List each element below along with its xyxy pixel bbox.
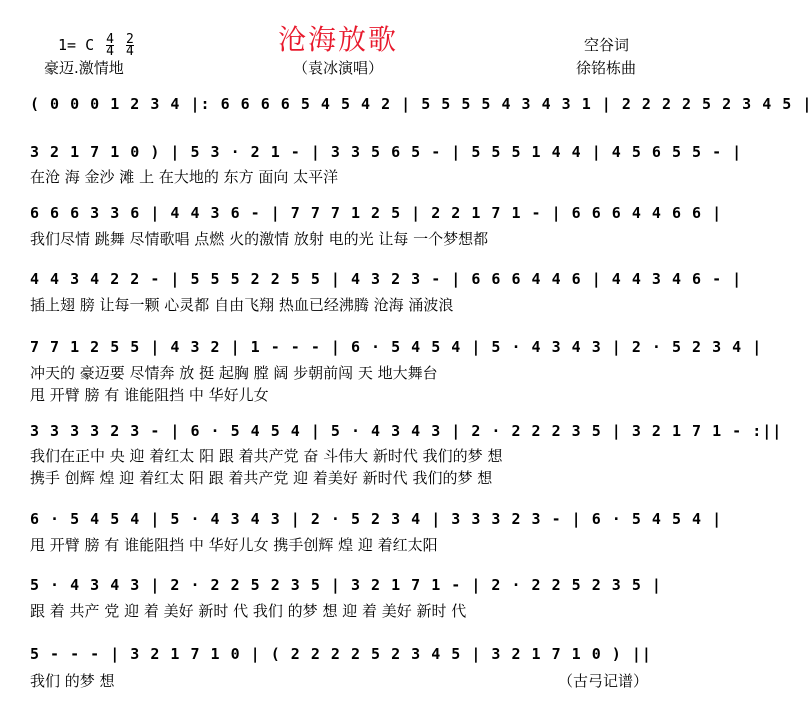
time-sig-2-denominator: 4 <box>126 44 134 59</box>
lyric-line-6a: 我们在正中 央 迎 着红太 阳 跟 着共产党 奋 斗伟大 新时代 我们的梦 想 <box>30 447 503 465</box>
notation-line-4: 4 4 3 4 2 2 - | 5 5 5 2 2 5 5 | 4 3 2 3 - | 6 6 6 4 4 6 | 4 4 3 4 6 - | <box>30 270 743 288</box>
lyric-line-8: 跟 着 共产 党 迎 着 美好 新时 代 我们 的梦 想 迎 着 美好 新时 代 <box>30 602 467 620</box>
lyric-line-2: 在沧 海 金沙 滩 上 在大地的 东方 面向 太平洋 <box>30 168 339 186</box>
lyric-line-7: 甩 开臂 膀 有 谁能阻挡 中 华好儿女 携手创辉 煌 迎 着红太阳 <box>30 536 438 554</box>
transcriber-credit: （古弓记谱） <box>558 672 649 690</box>
lyric-line-3: 我们尽情 跳舞 尽情歌唱 点燃 火的激情 放射 电的光 让每 一个梦想都 <box>30 230 489 248</box>
mood-marking: 豪迈.激情地 <box>44 59 124 77</box>
notation-line-5: 7 7 1 2 5 5 | 4 3 2 | 1 - - - | 6 · 5 4 5 4 | 5 · 4 3 4 3 | 2 · 5 2 3 4 | <box>30 338 763 356</box>
page-title: 沧海放歌 <box>277 23 398 56</box>
time-signature-2 <box>126 34 134 57</box>
key-signature <box>58 34 134 57</box>
lyric-line-5a: 冲天的 豪迈要 尽情奔 放 挺 起胸 膛 阔 步朝前闯 天 地大舞台 <box>30 364 438 382</box>
lyric-line-6b: 携手 创辉 煌 迎 着红太 阳 跟 着共产党 迎 着美好 新时代 我们的梦 想 <box>30 469 493 487</box>
time-sig-2-numerator: 2 <box>126 32 134 47</box>
singer-subtitle: （袁冰演唱） <box>292 59 383 77</box>
notation-line-3: 6 6 6 3 3 6 | 4 4 3 6 - | 7 7 7 1 2 5 | 2 2 1 7 1 - | 6 6 6 4 4 6 6 | <box>30 204 723 222</box>
lyric-line-5b: 甩 开臂 膀 有 谁能阻挡 中 华好儿女 <box>30 386 269 404</box>
notation-line-7: 6 · 5 4 5 4 | 5 · 4 3 4 3 | 2 · 5 2 3 4 | 3 3 3 2 3 - | 6 · 5 4 5 4 | <box>30 510 723 528</box>
notation-line-9: 5 - - - | 3 2 1 7 1 0 | ( 2 2 2 2 5 2 3 4 5 | 3 2 1 7 1 0 ) || <box>30 645 652 663</box>
lyricist-credit: 空谷词 <box>584 36 630 54</box>
notation-line-6: 3 3 3 3 2 3 - | 6 · 5 4 5 4 | 5 · 4 3 4 3 | 2 · 2 2 2 3 5 | 3 2 1 7 1 - :|| <box>30 422 783 440</box>
time-sig-1-numerator: 4 <box>106 32 114 47</box>
time-signature-1 <box>106 34 114 57</box>
notation-line-1: ( 0 0 0 1 2 3 4 |: 6 6 6 6 5 4 5 4 2 | 5 5 5 5 4 3 4 3 1 | 2 2 2 2 5 2 3 4 5 | <box>30 95 812 113</box>
time-sig-1-denominator: 4 <box>106 44 114 59</box>
notation-line-2: 3 2 1 7 1 0 ) | 5 3 · 2 1 - | 3 3 5 6 5 - | 5 5 5 1 4 4 | 4 5 6 5 5 - | <box>30 143 743 161</box>
key-label: 1= C <box>58 36 95 54</box>
composer-credit: 徐铭栋曲 <box>576 59 637 77</box>
lyric-line-9: 我们 的梦 想 <box>30 672 115 690</box>
lyric-line-4: 插上翅 膀 让每一颗 心灵都 自由飞翔 热血已经沸腾 沧海 涌波浪 <box>30 296 454 314</box>
notation-line-8: 5 · 4 3 4 3 | 2 · 2 2 5 2 3 5 | 3 2 1 7 1 - | 2 · 2 2 5 2 3 5 | <box>30 576 662 594</box>
